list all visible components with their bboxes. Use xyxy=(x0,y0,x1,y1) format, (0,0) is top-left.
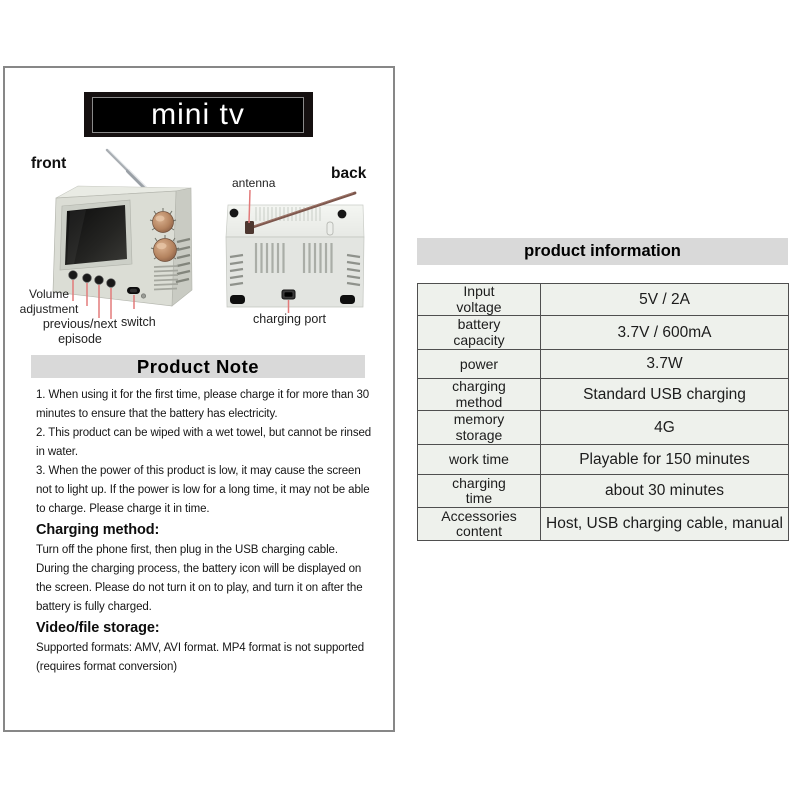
spec-row xyxy=(418,508,789,541)
spec-label: charging time xyxy=(452,474,506,506)
spec-value: Standard USB charging xyxy=(541,379,789,411)
charging-method-heading: Charging method: xyxy=(36,522,160,538)
charging-method-text: Turn off the phone first, then plug in the USB charging cable. During the charging process, the battery icon will be displayed on the screen. Please do not turn it on to play, and turn it on after the battery is fully charged. xyxy=(36,544,363,613)
screw-hole-right xyxy=(338,210,347,219)
spec-value: 4G xyxy=(541,411,789,445)
antenna-label: antenna xyxy=(232,176,276,190)
spec-value: 3.7W xyxy=(541,350,789,379)
switch-label: switch xyxy=(121,315,156,329)
note-paragraph-3: 3. When the power of this product is low, it may cause the screen not to light up. If the power is low for a long time, it may not be able to charge. Please charge it in time. xyxy=(36,465,370,515)
spec-label: Input voltage xyxy=(456,283,502,315)
antenna-rest-peg xyxy=(327,222,333,235)
product-note-body xyxy=(36,386,374,677)
spec-value: Host, USB charging cable, manual xyxy=(541,508,789,541)
spec-value: Playable for 150 minutes xyxy=(541,445,789,475)
storage-text: Supported formats: AMV, AVI format. MP4 format is not supported (requires format conversion) xyxy=(36,642,364,673)
back-view-label: back xyxy=(331,165,367,182)
banner-title: mini tv xyxy=(151,98,245,131)
front-view-label: front xyxy=(31,155,67,172)
screw-hole-left xyxy=(230,209,239,218)
spec-row xyxy=(418,475,789,508)
banner-inner xyxy=(92,97,304,133)
product-note-title-bar xyxy=(31,355,365,378)
storage-heading: Video/file storage: xyxy=(36,620,160,636)
spec-value: 3.7V / 600mA xyxy=(541,316,789,350)
spec-row xyxy=(418,379,789,411)
spec-label: power xyxy=(459,355,499,372)
spec-header-title: product information xyxy=(524,242,681,260)
foot-left xyxy=(230,295,245,304)
charging-port-icon xyxy=(282,290,295,299)
spec-table xyxy=(417,283,788,541)
banner xyxy=(84,92,313,137)
spec-label: work time xyxy=(449,451,509,468)
spec-label: Accessories content xyxy=(441,507,517,539)
note-paragraph-2: 2. This product can be wiped with a wet towel, but cannot be rinsed in water. xyxy=(36,427,372,458)
spec-row xyxy=(418,445,789,475)
note-paragraph-1: 1. When using it for the first time, please charge it for more than 30 minutes to ensure that the battery has electricity. xyxy=(36,389,370,420)
spec-row xyxy=(418,350,789,379)
spec-label: charging method xyxy=(452,378,506,410)
foot-right xyxy=(340,295,355,304)
volume-adjustment-label: Volume adjustment xyxy=(19,287,79,316)
spec-row xyxy=(418,411,789,445)
product-note-title: Product Note xyxy=(136,355,260,377)
spec-value: about 30 minutes xyxy=(541,475,789,508)
spec-header-bar xyxy=(417,238,788,265)
indicator-dot xyxy=(141,294,145,298)
spec-label: memory storage xyxy=(453,411,505,443)
charging-port-label: charging port xyxy=(253,312,326,326)
prev-next-episode-label: previous/next episode xyxy=(42,317,118,346)
spec-value: 5V / 2A xyxy=(541,284,789,316)
spec-row xyxy=(418,284,789,316)
spec-label: battery capacity xyxy=(453,316,505,348)
back-view-illustration xyxy=(222,183,370,315)
volume-knob-icon xyxy=(150,208,176,233)
spec-row xyxy=(418,316,789,350)
